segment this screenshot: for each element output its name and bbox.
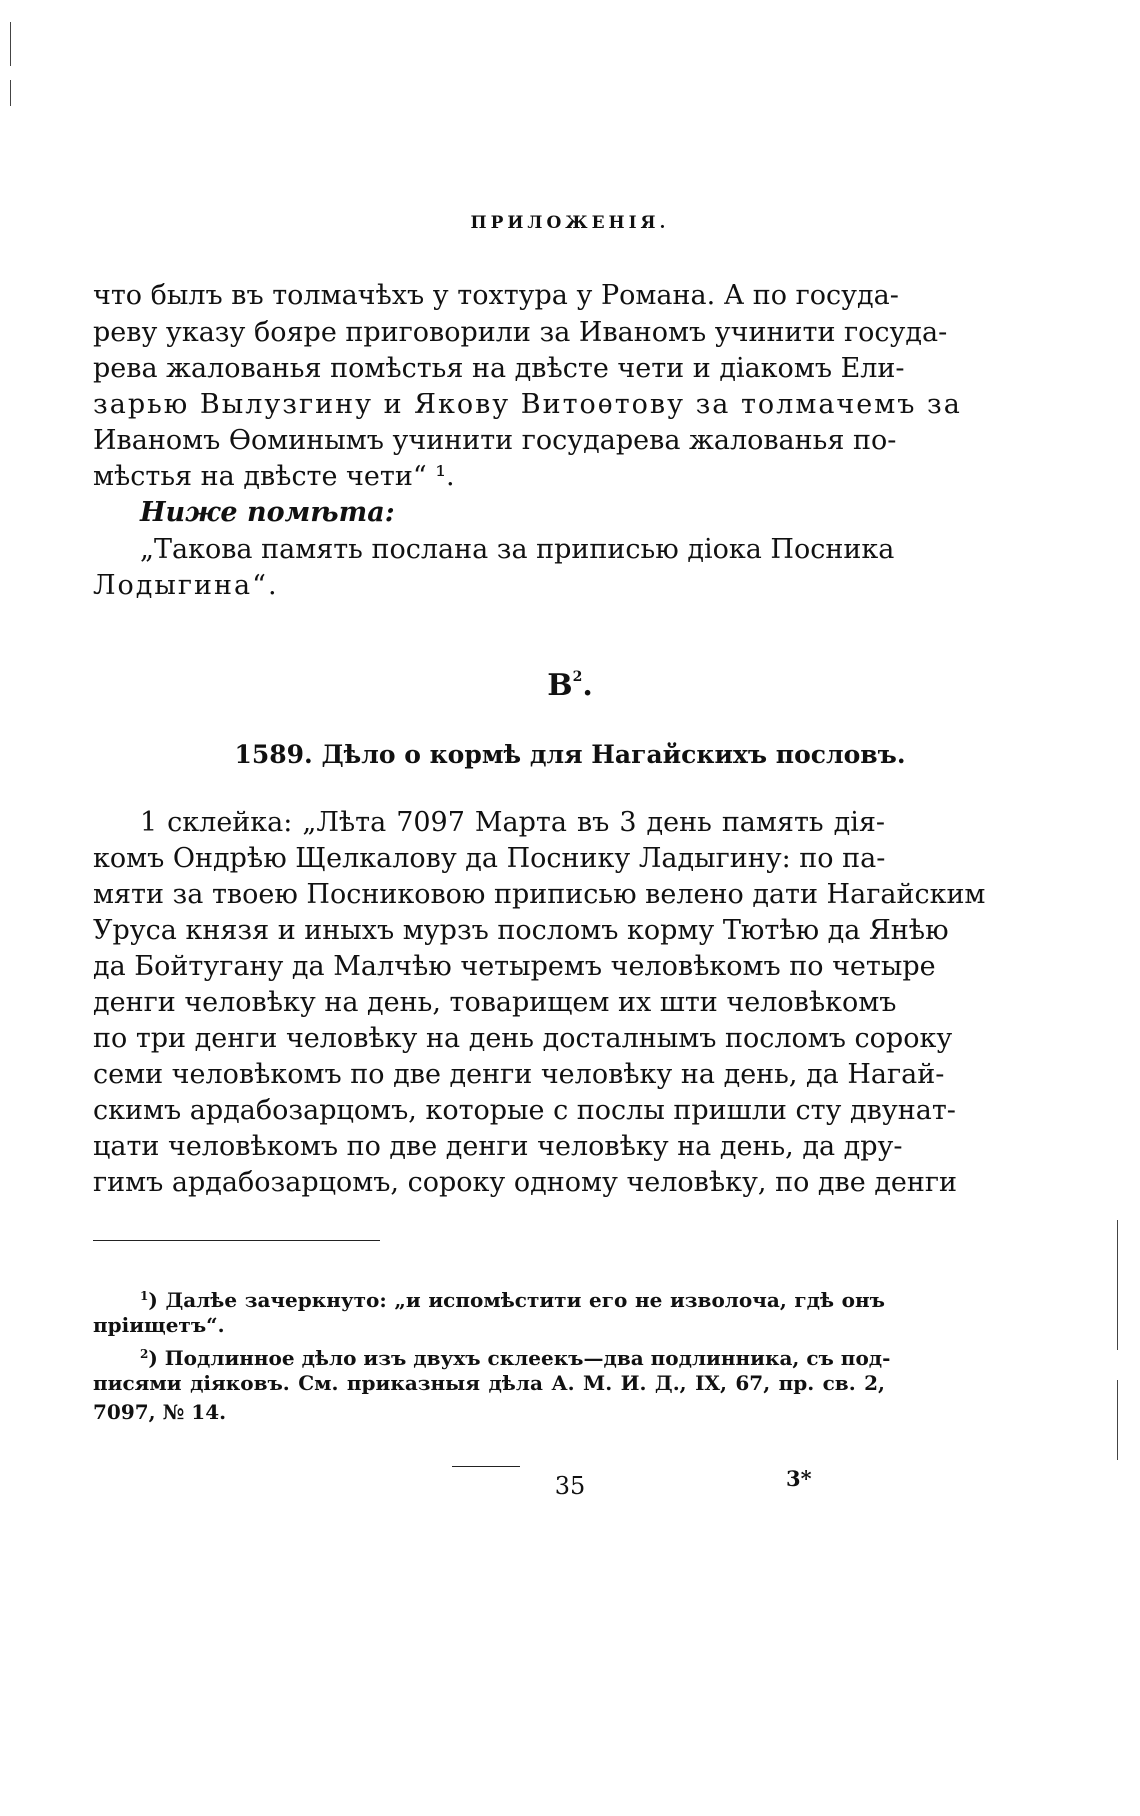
footnote-text: ) Подлинное дѣло изъ двухъ склеекъ—два подлинника, съ под- bbox=[148, 1346, 891, 1370]
running-head: ПРИЛОЖЕНІЯ. bbox=[470, 213, 670, 233]
text-line: „Такова память послана за приписью діока Посника bbox=[140, 534, 895, 565]
page-number-rule bbox=[452, 1466, 520, 1467]
text-line: семи человѣкомъ по две денги человѣку на день, да Нагай- bbox=[93, 1059, 945, 1090]
text-line: рева жалованья помѣстья на двѣсте чети и діакомъ Ели- bbox=[93, 353, 905, 384]
text-line: денги человѣку на день, товарищем их шти человѣкомъ bbox=[93, 987, 897, 1018]
section-letter-dot: . bbox=[582, 668, 593, 703]
footnote-ref: 2 bbox=[572, 669, 583, 685]
footnote-mark: 2 bbox=[140, 1347, 149, 1361]
text-line: мяти за твоею Посниковою приписью велено дати Нагайским bbox=[93, 879, 986, 910]
text-line: зарью Вылузгину и Якову Витоѳтову за толмачемъ за bbox=[93, 389, 962, 420]
footnote-line: 7097, № 14. bbox=[93, 1400, 227, 1424]
text-line: скимъ ардабозарцомъ, которые с послы пришли сту двунат- bbox=[93, 1095, 956, 1126]
section-letter-text: В bbox=[547, 668, 573, 703]
text-line: Иваномъ Ѳоминымъ учинити государева жалованья по- bbox=[93, 425, 897, 456]
text-line: Уруса князя и иныхъ мурзъ посломъ корму Тютѣю да Янѣю bbox=[93, 915, 949, 946]
scan-edge-mark bbox=[1117, 1220, 1118, 1350]
footnote-mark: 1 bbox=[140, 1289, 149, 1303]
scan-edge-mark bbox=[10, 80, 11, 106]
text-line: гимъ ардабозарцомъ, сороку одному человѣку, по две денги bbox=[93, 1167, 958, 1198]
page-number: 35 bbox=[554, 1472, 586, 1500]
scan-edge-mark bbox=[1117, 1380, 1118, 1460]
footnote-text: ) Далѣе зачеркнуто: „и испомѣстити его не изволоча, гдѣ онъ bbox=[148, 1288, 885, 1312]
text-line: по три денги человѣку на день досталнымъ посломъ сороку bbox=[93, 1023, 953, 1054]
text-line: Лодыгина“. bbox=[93, 570, 279, 601]
note-label: Ниже помѣта: bbox=[140, 497, 395, 528]
footnote-line bbox=[140, 1282, 885, 1314]
footnote-divider bbox=[93, 1240, 380, 1241]
signature-mark: 3* bbox=[786, 1466, 812, 1491]
text-line: мѣстья на двѣсте чети“ ¹. bbox=[93, 461, 455, 492]
footnote-line bbox=[140, 1340, 891, 1372]
text-line: 1 склейка: „Лѣта 7097 Марта въ 3 день память дія- bbox=[140, 807, 885, 838]
text-line: комъ Ондрѣю Щелкалову да Поснику Ладыгину: по па- bbox=[93, 843, 886, 874]
text-line: да Бойтугану да Малчѣю четыремъ человѣкомъ по четыре bbox=[93, 951, 936, 982]
footnote-line: пріищетъ“. bbox=[93, 1313, 225, 1337]
text-line: цати человѣкомъ по две денги человѣку на день, да дру- bbox=[93, 1131, 903, 1162]
text-line: реву указу бояре приговорили за Иваномъ учинити госуда- bbox=[93, 317, 948, 348]
text-line: что былъ въ толмачѣхъ у тохтура у Романа. А по госуда- bbox=[93, 280, 899, 311]
footnote-line: писями діяковъ. См. приказныя дѣла А. М. И. Д., IX, 67, пр. св. 2, bbox=[93, 1371, 885, 1395]
section-letter bbox=[0, 668, 1140, 703]
section-title: 1589. Дѣло о кормѣ для Нагайскихъ пословъ. bbox=[234, 740, 906, 769]
scan-edge-mark bbox=[10, 22, 11, 66]
